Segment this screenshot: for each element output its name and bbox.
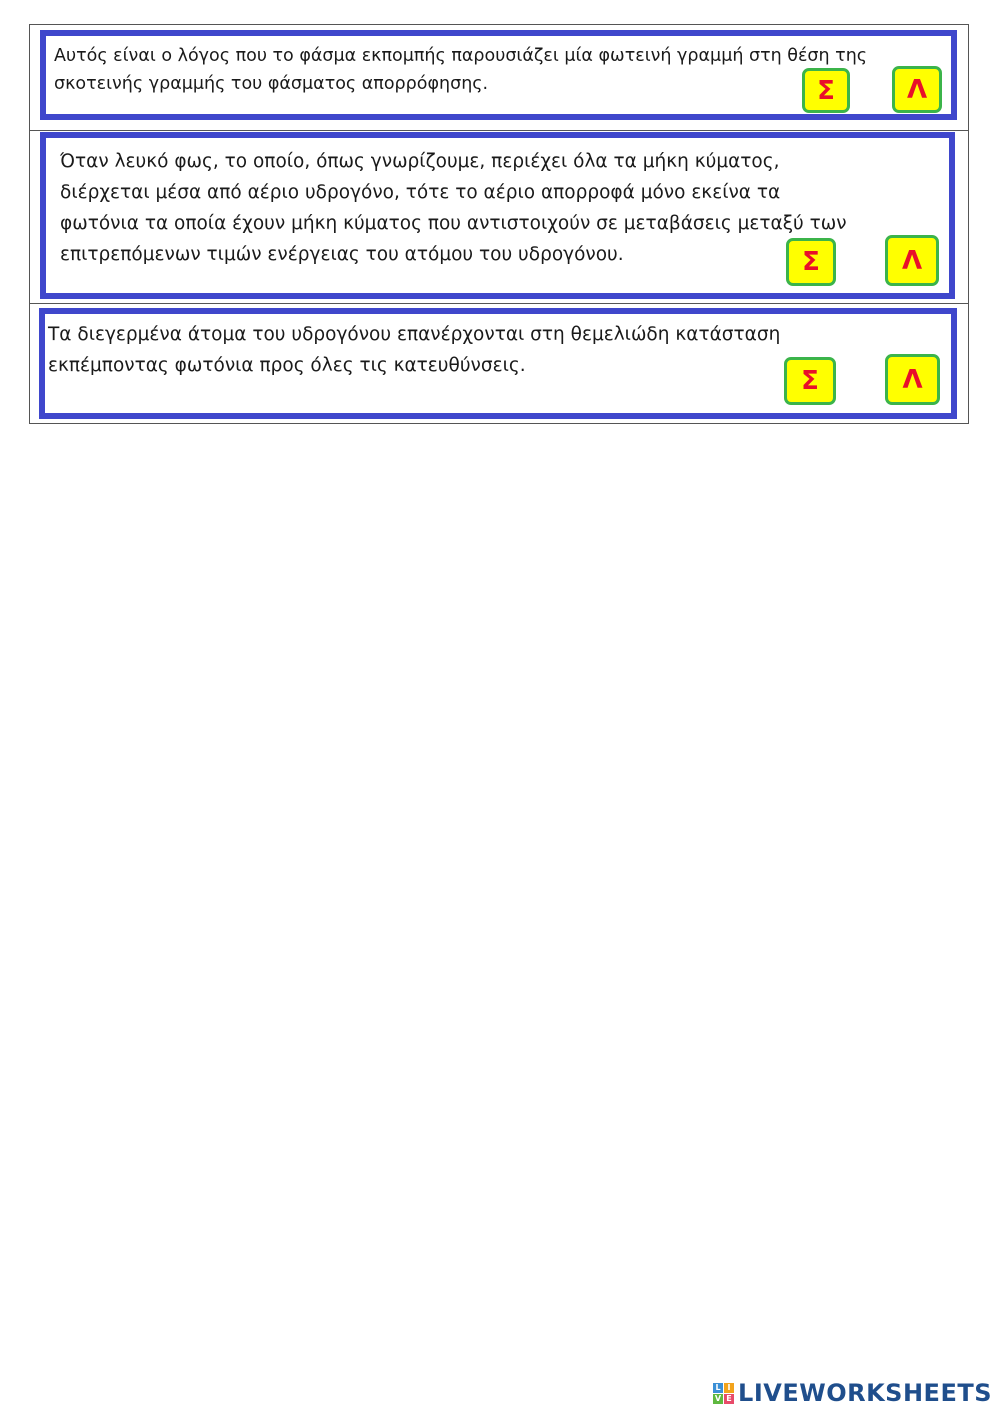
statements-table <box>29 24 969 424</box>
logo-mark-letter: V <box>714 1393 722 1403</box>
false-button-2[interactable]: Λ <box>885 235 939 286</box>
statement-row-2 <box>30 131 968 304</box>
statement-text-2: Όταν λευκό φως, το οποίο, όπως γνωρίζουμε, περιέχει όλα τα μήκη κύματος, διέρχεται μέσα από αέριο υδρογόνο, τότε το αέριο απορροφά μόνο εκείνα τα φωτόνια τα οποία έχουν μήκη κύματος που αντιστοιχούν σε μεταβάσεις μεταξύ των επιτρεπόμενων τιμών ενέργειας του ατόμου του υδρογόνου. <box>60 151 847 265</box>
logo-mark-letter: E <box>724 1394 734 1404</box>
true-button-2[interactable]: Σ <box>786 238 836 286</box>
logo-text: LIVEWORKSHEETS <box>738 1379 992 1407</box>
liveworksheets-logo <box>713 1379 992 1407</box>
false-button-3[interactable]: Λ <box>885 354 940 405</box>
false-button-1[interactable]: Λ <box>892 66 942 113</box>
logo-mark-letter: L <box>713 1383 723 1393</box>
true-button-3[interactable]: Σ <box>784 357 836 405</box>
true-button-1[interactable]: Σ <box>802 68 850 113</box>
logo-mark-letter: I <box>724 1383 734 1393</box>
statement-row-1 <box>30 25 968 131</box>
statement-text-1: Αυτός είναι ο λόγος που το φάσμα εκπομπής παρουσιάζει μία φωτεινή γραμμή στη θέση της σκοτεινής γραμμής του φάσματος απορρόφησης. <box>54 46 868 94</box>
logo-mark-icon <box>713 1383 734 1404</box>
statement-text-3: Τα διεγερμένα άτομα του υδρογόνου επανέρχονται στη θεμελιώδη κατάσταση εκπέμποντας φωτόνια προς όλες τις κατευθύνσεις. <box>48 324 781 376</box>
statement-row-3 <box>30 304 968 424</box>
